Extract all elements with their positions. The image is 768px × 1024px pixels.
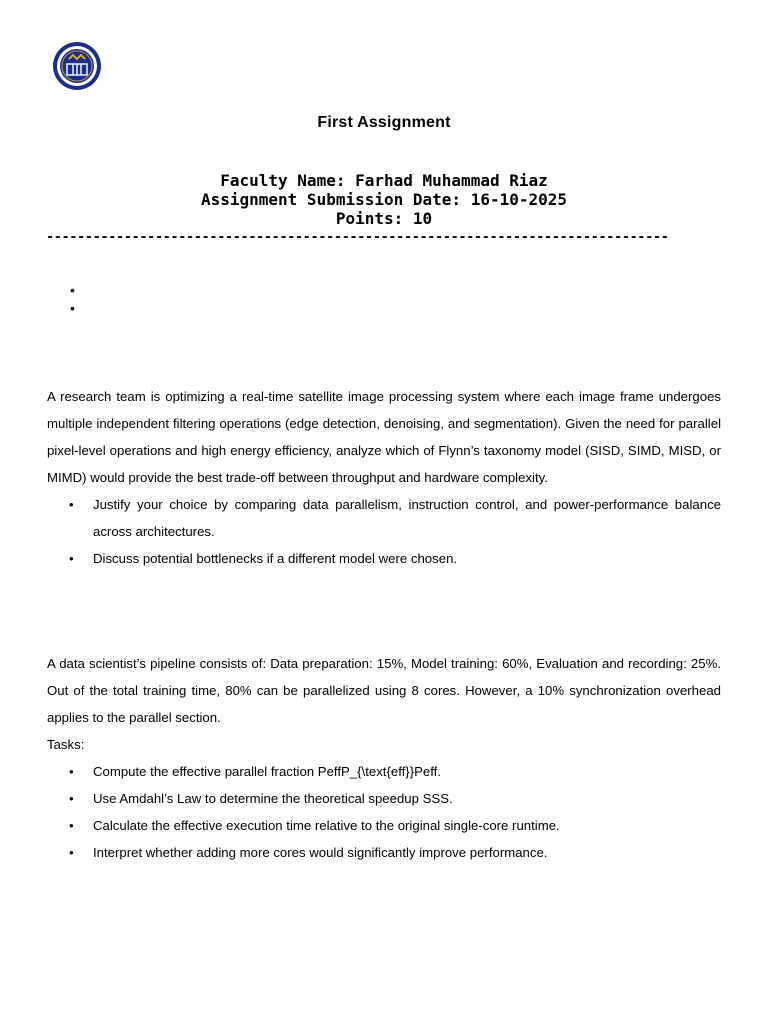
question-1-text: A research team is optimizing a real-time satellite image processing system where each image frame undergoes multiple independent filtering operations (edge detection, denoising, and segmentation). Given the need for parallel pixel-level operations and high energy efficiency, analyze which of Flynn’s taxonomy model (SISD, SIMD, MISD, or MIMD) would provide the best trade-off between throughput and hardware complexity. <box>47 389 721 485</box>
question-2-tasks <box>47 758 721 866</box>
submission-date: Assignment Submission Date: 16-10-2025 <box>200 190 568 209</box>
question-2-text: A data scientist’s pipeline consists of: Data preparation: 15%, Model training: 60%, Evaluation and recording: 25%. Out of the total training time, 80% can be parallelized using 8 cores. However, a 10% synchronization overhead applies to the parallel section. <box>47 656 721 725</box>
list-item-text: Interpret whether adding more cores would significantly improve performance. <box>93 845 548 860</box>
question-1 <box>47 383 721 572</box>
list-item-text: Use Amdahl’s Law to determine the theoretical speedup SSS. <box>93 791 453 806</box>
page-title: First Assignment <box>317 114 451 131</box>
points: Points: 10 <box>335 209 433 228</box>
list-item-text: Justify your choice by comparing data parallelism, instruction control, and power-performance balance across architectures. <box>93 497 721 539</box>
bullet-marker: • <box>69 764 74 779</box>
list-item-text: Calculate the effective execution time relative to the original single-core runtime. <box>93 818 560 833</box>
bullet-marker: • <box>69 791 74 806</box>
list-item <box>47 839 721 866</box>
list-item-text: Discuss potential bottlenecks if a different model were chosen. <box>93 551 458 566</box>
list-item <box>47 812 721 839</box>
bullet-marker: • <box>69 845 74 860</box>
empty-bullet: • <box>70 300 75 316</box>
tasks-label: Tasks: <box>47 737 85 752</box>
university-logo <box>52 41 102 91</box>
list-item <box>47 758 721 785</box>
question-1-bullets <box>47 491 721 572</box>
list-item <box>47 785 721 812</box>
divider-line: -------------------------------------------------------------------------------- <box>46 230 669 245</box>
list-item-text: Compute the effective parallel fraction PeffP_{\text{eff}}Peff. <box>93 764 441 779</box>
bullet-marker: • <box>69 551 74 566</box>
faculty-name: Faculty Name: Farhad Muhammad Riaz <box>220 171 548 190</box>
empty-bullet-list <box>70 281 75 317</box>
list-item <box>47 545 721 572</box>
list-item <box>47 491 721 545</box>
empty-bullet: • <box>70 282 75 298</box>
bullet-marker: • <box>69 497 74 512</box>
bullet-marker: • <box>69 818 74 833</box>
question-2 <box>47 650 721 866</box>
